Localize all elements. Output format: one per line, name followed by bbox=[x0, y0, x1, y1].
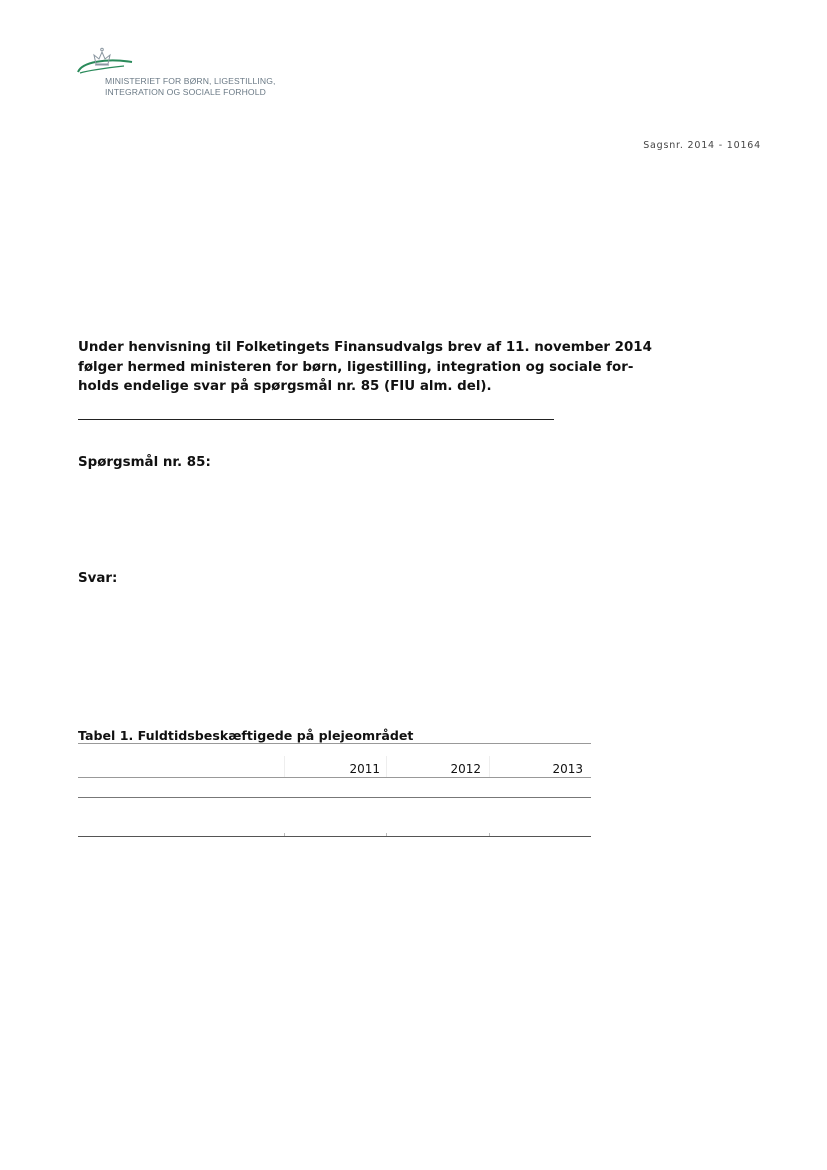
intro-line: Under henvisning til Folketingets Finansudvalgs brev af 11. november 2014 bbox=[78, 340, 652, 355]
column-separator bbox=[284, 756, 285, 777]
ministry-name-line1: MINISTERIET FOR BØRN, LIGESTILLING, bbox=[105, 76, 276, 86]
column-separator bbox=[386, 756, 387, 777]
column-header: 2013 bbox=[552, 762, 583, 776]
table-title: Tabel 1. Fuldtidsbeskæftigede på plejeområdet bbox=[78, 728, 414, 743]
column-header: 2012 bbox=[450, 762, 481, 776]
answer-heading: Svar: bbox=[78, 571, 118, 586]
crown-emblem-icon bbox=[76, 46, 276, 76]
case-number: Sagsnr. 2014 - 10164 bbox=[643, 140, 761, 151]
question-heading: Spørgsmål nr. 85: bbox=[78, 455, 211, 470]
table-top-border bbox=[78, 743, 591, 744]
column-header: 2011 bbox=[349, 762, 380, 776]
table-row-border bbox=[78, 797, 591, 798]
table-header-row bbox=[78, 756, 591, 778]
ministry-name-line2: INTEGRATION OG SOCIALE FORHOLD bbox=[105, 87, 266, 97]
intro-line: holds endelige svar på spørgsmål nr. 85 (FIU alm. del). bbox=[78, 379, 492, 394]
divider bbox=[78, 419, 554, 420]
intro-paragraph bbox=[78, 338, 652, 397]
column-separator bbox=[489, 756, 490, 777]
intro-line: følger hermed ministeren for børn, ligestilling, integration og sociale for- bbox=[78, 359, 634, 375]
table-bottom-border bbox=[78, 836, 591, 837]
ministry-logo bbox=[76, 46, 276, 98]
